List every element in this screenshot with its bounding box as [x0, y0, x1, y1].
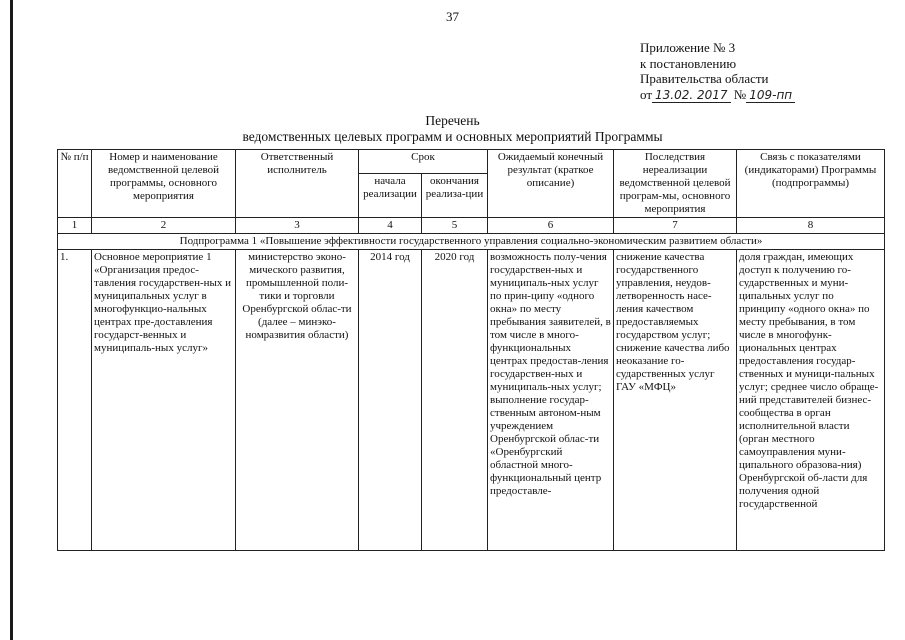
header-consequences: Последствия нереализации ведомственной целевой програм-мы, основного мероприятия — [614, 150, 737, 218]
cell-executor: министерство эконо-мического развития, промышленной поли-тики и торговли Оренбургской облас-ти (далее – минэко-номразвития области) — [236, 250, 359, 551]
column-number-row — [58, 218, 885, 234]
appendix-block — [640, 40, 795, 103]
column-number: 8 — [737, 218, 885, 234]
programs-table — [57, 149, 885, 551]
cell-start: 2014 год — [359, 250, 422, 551]
column-number: 3 — [236, 218, 359, 234]
subprogram-title: Подпрограмма 1 «Повышение эффективности государственного управления социально-экономическим развитием области» — [58, 234, 885, 250]
header-term: Срок — [359, 150, 488, 174]
document-title — [0, 113, 905, 145]
subprogram-row — [58, 234, 885, 250]
column-number: 7 — [614, 218, 737, 234]
header-executor: Ответственный исполнитель — [236, 150, 359, 218]
cell-consequences: снижение качества государственного управления, неудов-летворенность насе-ления качеством предоставляемых государством услуг; снижение качества либо неоказание го-сударственных услуг ГАУ «МФЦ» — [614, 250, 737, 551]
handwritten-date: 13.02. 2017 — [652, 88, 731, 103]
cell-name: Основное мероприятие 1 «Организация предос-тавления государствен-ных и муниципальных услуг в многофункцио-нальных центрах пре-доставления государст-венных и муниципаль-ных услуг» — [92, 250, 236, 551]
header-num: № п/п — [58, 150, 92, 218]
handwritten-number: 109-пп — [746, 88, 795, 103]
title-line-1: Перечень — [425, 113, 480, 128]
column-number: 2 — [92, 218, 236, 234]
column-number: 5 — [422, 218, 488, 234]
header-result: Ожидаемый конечный результат (краткое описание) — [488, 150, 614, 218]
column-number: 6 — [488, 218, 614, 234]
cell-result: возможность полу-чения государствен-ных и муниципаль-ных услуг по прин-ципу «одного окна» по месту пребывания заявителей, в том числе в много-функциональных центрах предостав-ления государствен-ных и муниципаль-ных услуг; выполнение государ-ственным автоном-ным учреждением Оренбургской облас-ти «Оренбургский областной много-функциональный центр предоставле- — [488, 250, 614, 551]
number-prefix: № — [733, 86, 747, 102]
header-start: начала реализации — [359, 174, 422, 218]
column-number: 4 — [359, 218, 422, 234]
cell-num: 1. — [58, 250, 92, 551]
appendix-date-line — [640, 87, 795, 104]
cell-link: доля граждан, имеющих доступ к получению го-сударственных и муни-ципальных услуг по принципу «одного окна» по месту пребывания, в том числе в многофунк-циональных центрах предоставления государ-ственных и муници-пальных услуг; среднее число обраще-ний представителей бизнес-сообщества в орган исполнительной власти (орган местного самоуправления муни-ципального образова-ния) Оренбургской об-ласти для получения одной государственной — [737, 250, 885, 551]
column-number: 1 — [58, 218, 92, 234]
header-end: окончания реализа-ции — [422, 174, 488, 218]
page-number: 37 — [446, 9, 459, 24]
appendix-line-3: Правительства области — [640, 71, 769, 86]
title-line-2: ведомственных целевых программ и основных мероприятий Программы — [242, 129, 663, 144]
table-row — [58, 250, 885, 551]
cell-end: 2020 год — [422, 250, 488, 551]
appendix-line-2: к постановлению — [640, 55, 737, 71]
date-prefix: от — [640, 86, 653, 102]
header-name: Номер и наименование ведомственной целевой программы, основного мероприятия — [92, 150, 236, 218]
appendix-line-1: Приложение № 3 — [640, 40, 736, 55]
header-row-1 — [58, 150, 885, 174]
page-edge-bar — [10, 0, 13, 640]
header-link: Связь с показателями (индикаторами) Программы (подпрограммы) — [737, 150, 885, 218]
